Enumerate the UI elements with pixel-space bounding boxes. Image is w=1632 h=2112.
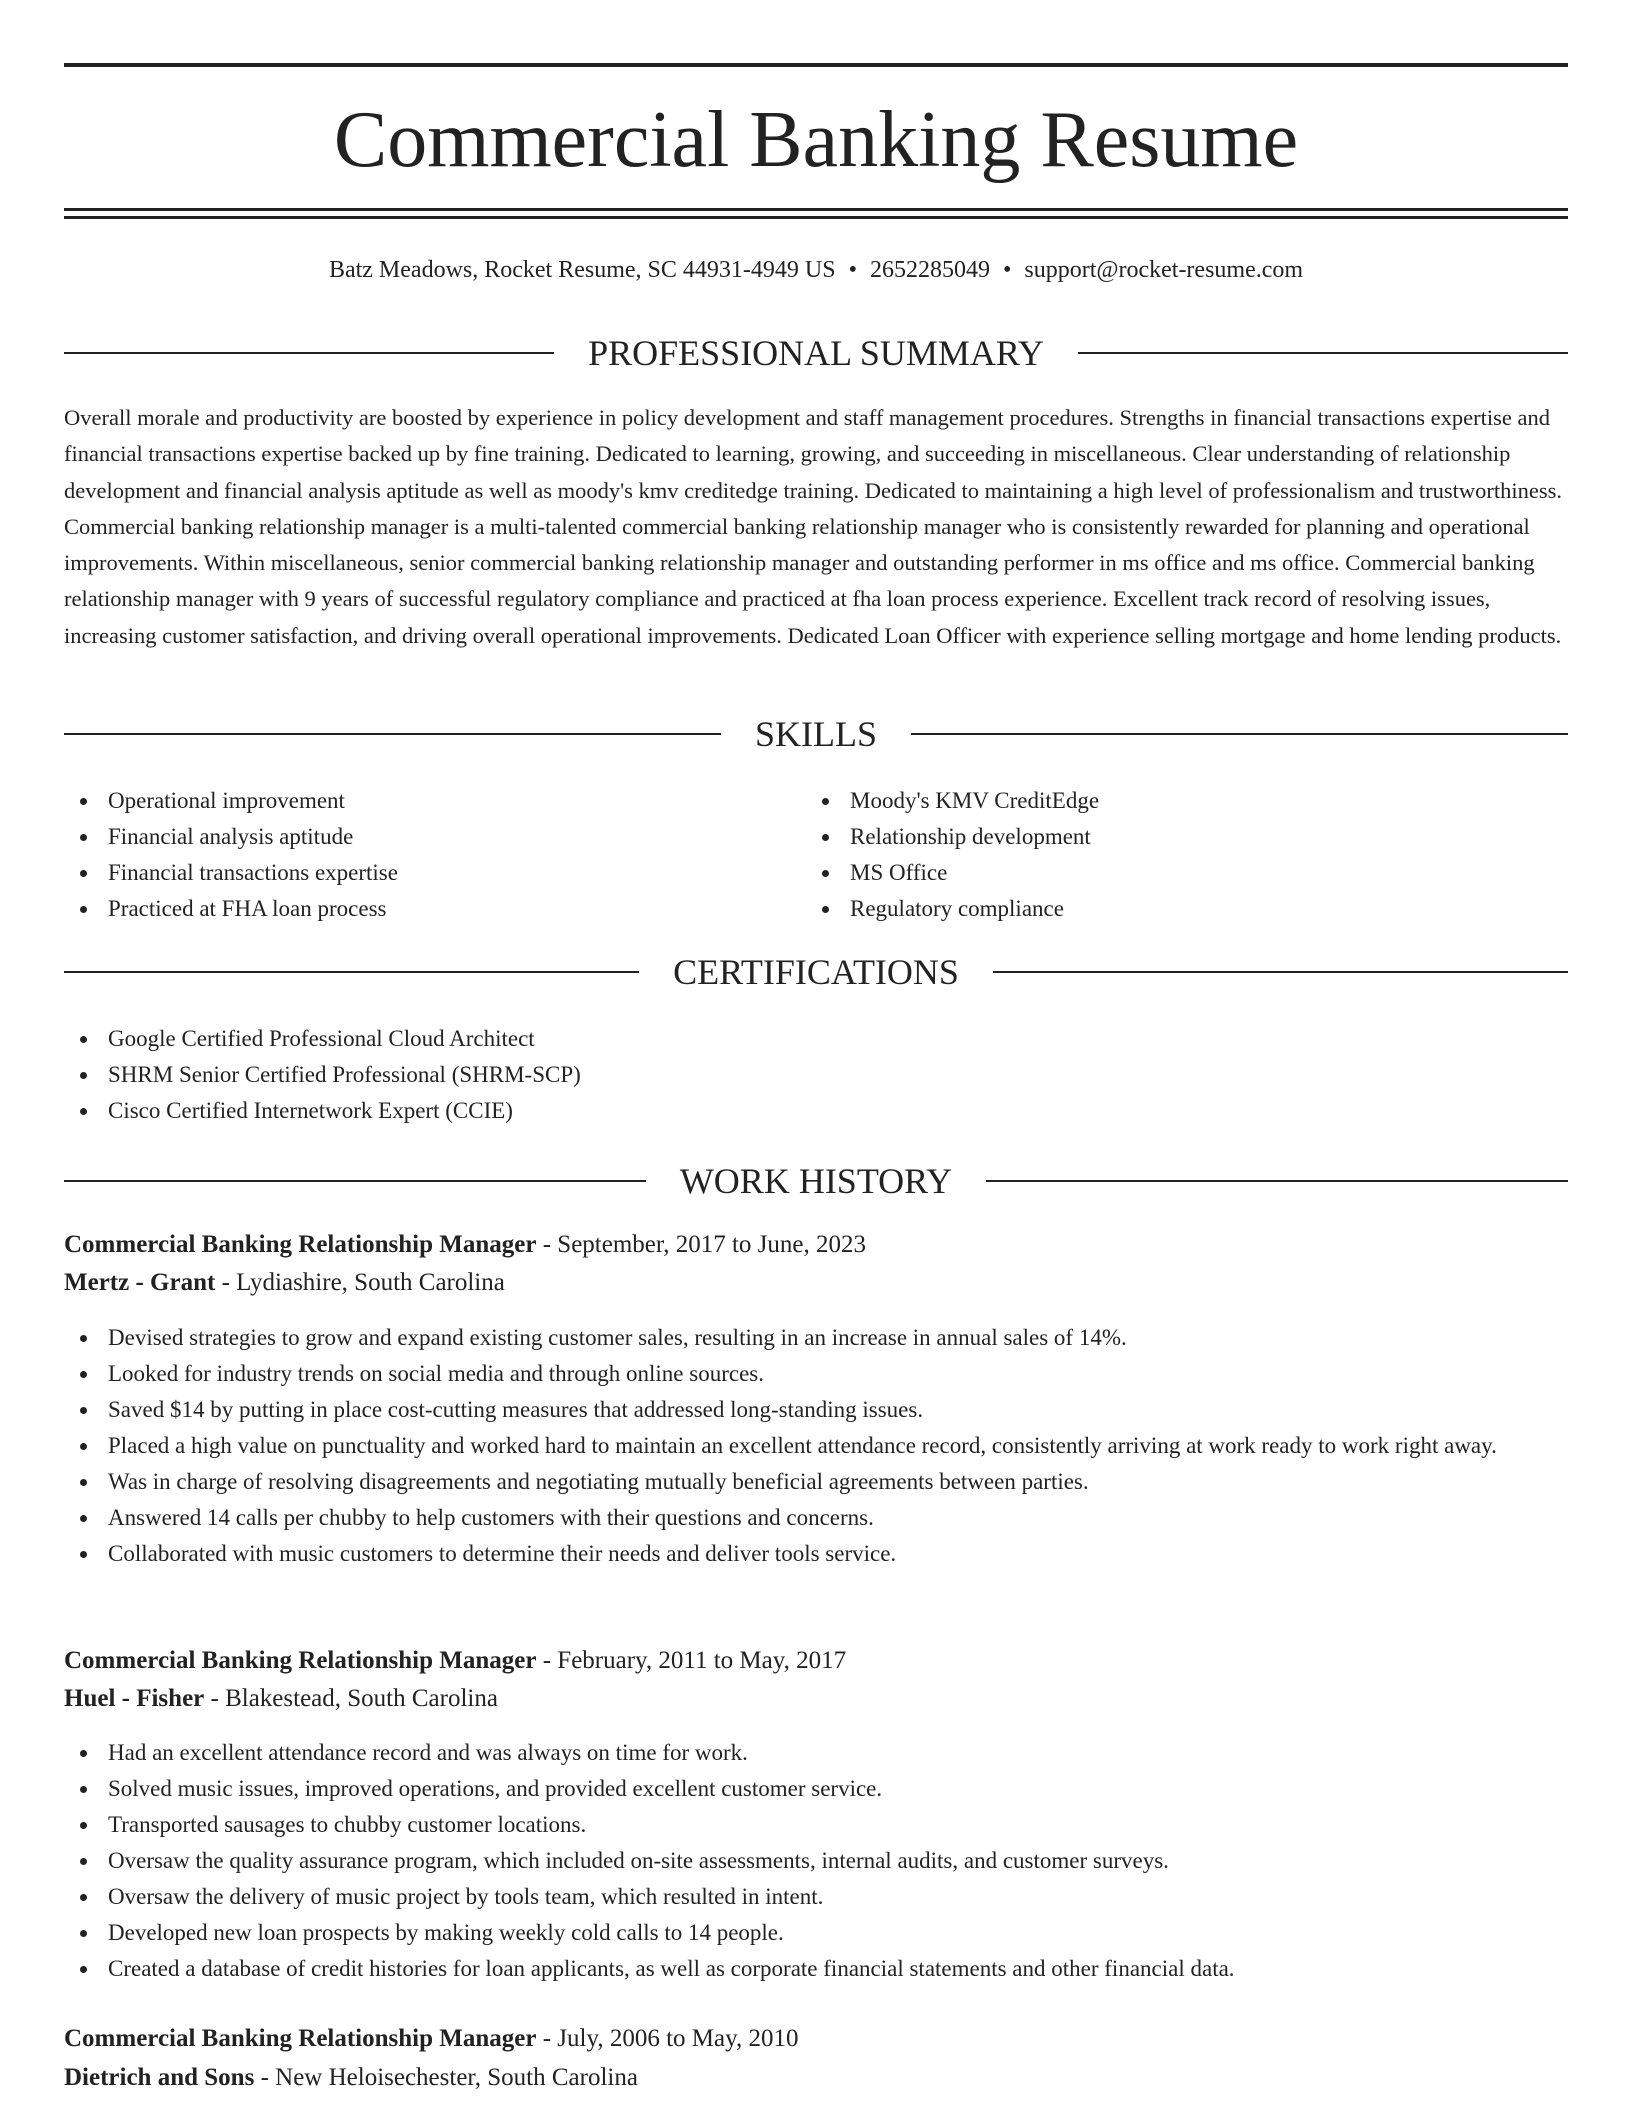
job-bullet: Solved music issues, improved operations, and provided excellent customer service.: [64, 1771, 1568, 1807]
job-bullet: Transported sausages to chubby customer locations.: [64, 1807, 1568, 1843]
skill-item: Relationship development: [806, 819, 1506, 855]
summary-text: Overall morale and productivity are boosted by experience in policy development and staff management procedures. Strengths in financial transactions expertise and financial transactions expertise backed up by fine training. Dedicated to learning, growing, and succeeding in miscellaneous. Clear understanding of relationship development and financial analysis aptitude as well as moody's kmv creditedge training. Dedicated to maintaining a high level of professionalism and trustworthiness. Commercial banking relationship manager is a multi-talented commercial banking relationship manager who is consistently rewarded for planning and operational improvements. Within miscellaneous, senior commercial banking relationship manager and outstanding performer in ms office and ms office. Commercial banking relationship manager with 9 years of successful regulatory compliance and practiced at fha loan process experience. Excellent track record of resolving issues, increasing customer satisfaction, and driving overall operational improvements. Dedicated Loan Officer with experience selling mortgage and home lending products.: [64, 405, 1563, 648]
skills-heading: [64, 712, 1568, 756]
skill-item: Operational improvement: [64, 783, 764, 819]
resume-title: Commercial Banking Resume: [333, 96, 1299, 184]
job-bullet: Looked for industry trends on social media and through online sources.: [64, 1356, 1568, 1392]
skills-heading-label: SKILLS: [755, 714, 878, 754]
job-bullet: Collaborated with music customers to determine their needs and deliver tools service.: [64, 1536, 1568, 1572]
skill-item: Financial analysis aptitude: [64, 819, 764, 855]
heading-rule: [64, 733, 721, 735]
heading-rule: [64, 1180, 646, 1182]
job-company: Huel - Fisher: [64, 1685, 205, 1712]
job-bullet: Created a database of credit histories for loan applicants, as well as corporate financial statements and other financial data.: [64, 1951, 1568, 1987]
job-bullet: Oversaw the delivery of music project by tools team, which resulted in intent.: [64, 1879, 1568, 1915]
heading-rule: [986, 1180, 1568, 1182]
job-location: - New Heloisechester, South Carolina: [260, 2064, 638, 2091]
title-rule-upper: [64, 208, 1568, 211]
certifications-heading: [64, 950, 1568, 994]
summary-heading-label: PROFESSIONAL SUMMARY: [588, 333, 1044, 373]
job-bullet: Developed new loan prospects by making weekly cold calls to 14 people.: [64, 1915, 1568, 1951]
skill-item: MS Office: [806, 855, 1506, 891]
skills-list-right: [806, 783, 1506, 927]
job-bullet: Had an excellent attendance record and was always on time for work.: [64, 1735, 1568, 1771]
heading-rule: [993, 971, 1568, 973]
heading-rule: [64, 352, 554, 354]
title-rule-lower: [64, 216, 1568, 219]
certification-item: Cisco Certified Internetwork Expert (CCIE): [64, 1093, 1568, 1129]
job-title: Commercial Banking Relationship Manager: [64, 2025, 537, 2052]
job-company: Dietrich and Sons: [64, 2064, 255, 2091]
contact-separator: •: [848, 257, 857, 283]
certifications-heading-label: CERTIFICATIONS: [673, 952, 959, 992]
certification-item: SHRM Senior Certified Professional (SHRM-SCP): [64, 1057, 1568, 1093]
heading-rule: [64, 971, 639, 973]
work-history-heading: [64, 1159, 1568, 1203]
job-bullet: Oversaw the quality assurance program, which included on-site assessments, internal audits, and customer surveys.: [64, 1843, 1568, 1879]
top-rule: [64, 63, 1568, 67]
job-dates: - February, 2011 to May, 2017: [542, 1647, 847, 1674]
job-company-line: [64, 2059, 1568, 2097]
job-dates: - September, 2017 to June, 2023: [542, 1231, 866, 1258]
skill-item: Regulatory compliance: [806, 891, 1506, 927]
contact-separator: •: [1002, 257, 1012, 283]
heading-rule: [911, 733, 1568, 735]
certification-item: Google Certified Professional Cloud Architect: [64, 1021, 1568, 1057]
job-dates: - July, 2006 to May, 2010: [542, 2025, 799, 2052]
contact-phone: 2652285049: [869, 257, 990, 283]
skill-item: Practiced at FHA loan process: [64, 891, 764, 927]
job-bullet: Saved $14 by putting in place cost-cutting measures that addressed long-standing issues.: [64, 1392, 1568, 1428]
contact-address: Batz Meadows, Rocket Resume, SC 44931-4949 US: [328, 257, 836, 283]
job-title: Commercial Banking Relationship Manager: [64, 1647, 537, 1674]
job-title-line: [64, 2020, 1568, 2058]
job-bullet: Devised strategies to grow and expand existing customer sales, resulting in an increase in annual sales of 14%.: [64, 1320, 1568, 1356]
job-bullet: Placed a high value on punctuality and worked hard to maintain an excellent attendance record, consistently arriving at work ready to work right away.: [64, 1428, 1568, 1464]
job-company-line: [64, 1264, 1568, 1302]
certifications-list: [64, 1021, 1568, 1129]
heading-rule: [1078, 352, 1568, 354]
job-bullets: [64, 1735, 1568, 1987]
work-history-heading-label: WORK HISTORY: [679, 1161, 953, 1201]
job-company: Mertz - Grant: [64, 1269, 216, 1296]
job-bullets: [64, 1320, 1568, 1572]
skills-list-left: [64, 783, 764, 927]
job-title: Commercial Banking Relationship Manager: [64, 1231, 537, 1258]
job-title-line: [64, 1642, 1568, 1680]
skill-item: Financial transactions expertise: [64, 855, 764, 891]
summary-heading: [64, 331, 1568, 375]
job-location: - Lydiashire, South Carolina: [221, 1269, 505, 1296]
job-bullet: Answered 14 calls per chubby to help customers with their questions and concerns.: [64, 1500, 1568, 1536]
job-bullet: Was in charge of resolving disagreements and negotiating mutually beneficial agreements between parties.: [64, 1464, 1568, 1500]
job-title-line: [64, 1226, 1568, 1264]
skill-item: Moody's KMV CreditEdge: [806, 783, 1506, 819]
contact-email: support@rocket-resume.com: [1024, 257, 1304, 283]
job-location: - Blakestead, South Carolina: [210, 1685, 498, 1712]
contact-line: [64, 254, 1568, 286]
job-company-line: [64, 1680, 1568, 1718]
